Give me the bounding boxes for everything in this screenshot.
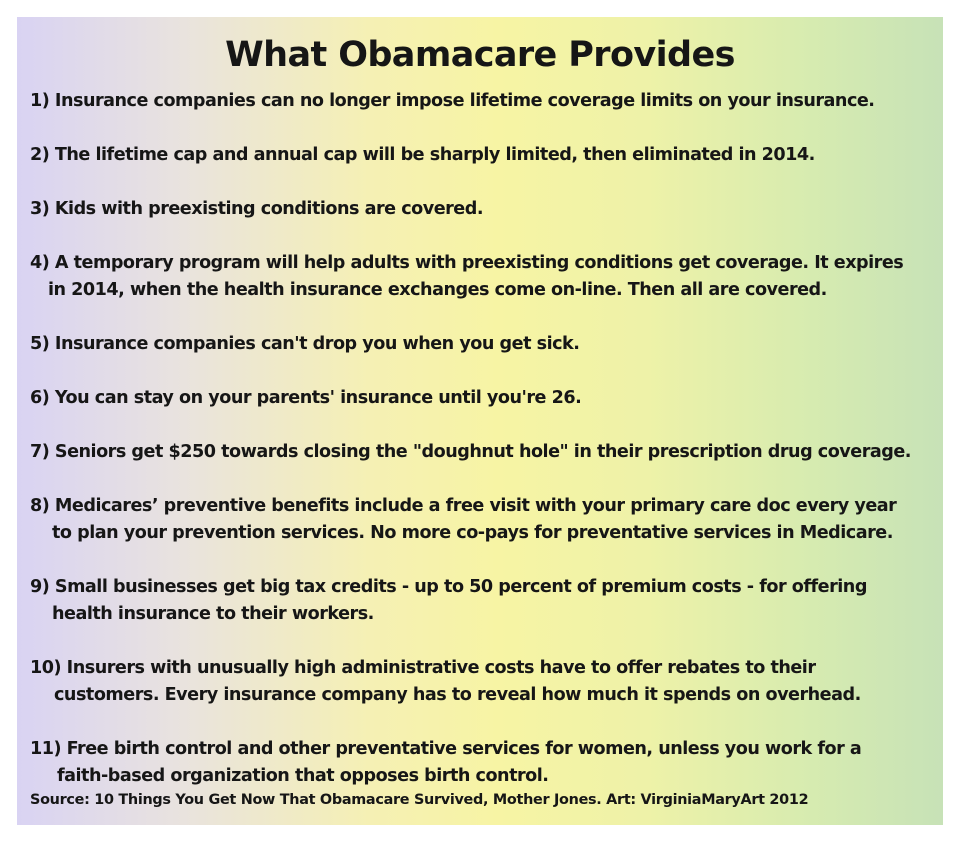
list-item-text: 10) Insurers with unusually high administrative costs have to offer rebates to their xyxy=(30,658,816,678)
list-item-continuation: health insurance to their workers. xyxy=(52,604,374,624)
list-item xyxy=(30,88,875,115)
list-item-text: 3) Kids with preexisting conditions are covered. xyxy=(30,199,484,219)
list-item-text: 9) Small businesses get big tax credits - up to 50 percent of premium costs - for offering xyxy=(30,577,867,597)
page-title: What Obamacare Provides xyxy=(225,35,735,75)
list-item xyxy=(30,142,815,169)
list-item-text: 11) Free birth control and other preventative services for women, unless you work for a xyxy=(30,739,862,759)
list-item xyxy=(30,736,861,790)
list-item-continuation: in 2014, when the health insurance exchanges come on-line. Then all are covered. xyxy=(48,280,827,300)
list-item-continuation: to plan your prevention services. No more co-pays for preventative services in Medicare. xyxy=(52,523,893,543)
list-item xyxy=(30,250,903,304)
list-item-text: 7) Seniors get $250 towards closing the "doughnut hole" in their prescription drug coverage. xyxy=(30,442,911,462)
list-item-text: 5) Insurance companies can't drop you when you get sick. xyxy=(30,334,580,354)
list-item xyxy=(30,655,861,709)
list-item xyxy=(30,196,483,223)
list-item-text: 2) The lifetime cap and annual cap will be sharply limited, then eliminated in 2014. xyxy=(30,145,815,165)
list-item xyxy=(30,385,581,412)
list-item xyxy=(30,331,579,358)
list-item xyxy=(30,493,896,547)
list-item-text: 8) Medicares’ preventive benefits include a free visit with your primary care doc every year xyxy=(30,496,897,516)
list-item-text: 6) You can stay on your parents' insurance until you're 26. xyxy=(30,388,582,408)
list-item xyxy=(30,574,867,628)
list-item-continuation: faith-based organization that opposes birth control. xyxy=(57,766,549,786)
poster xyxy=(17,17,943,825)
source-credit: Source: 10 Things You Get Now That Obamacare Survived, Mother Jones. Art: VirginiaMaryArt 2012 xyxy=(30,792,809,808)
list-item-continuation: customers. Every insurance company has to reveal how much it spends on overhead. xyxy=(54,685,861,705)
list-item xyxy=(30,439,911,466)
list-item-text: 4) A temporary program will help adults with preexisting conditions get coverage. It expires xyxy=(30,253,904,273)
list-item-text: 1) Insurance companies can no longer impose lifetime coverage limits on your insurance. xyxy=(30,91,875,111)
